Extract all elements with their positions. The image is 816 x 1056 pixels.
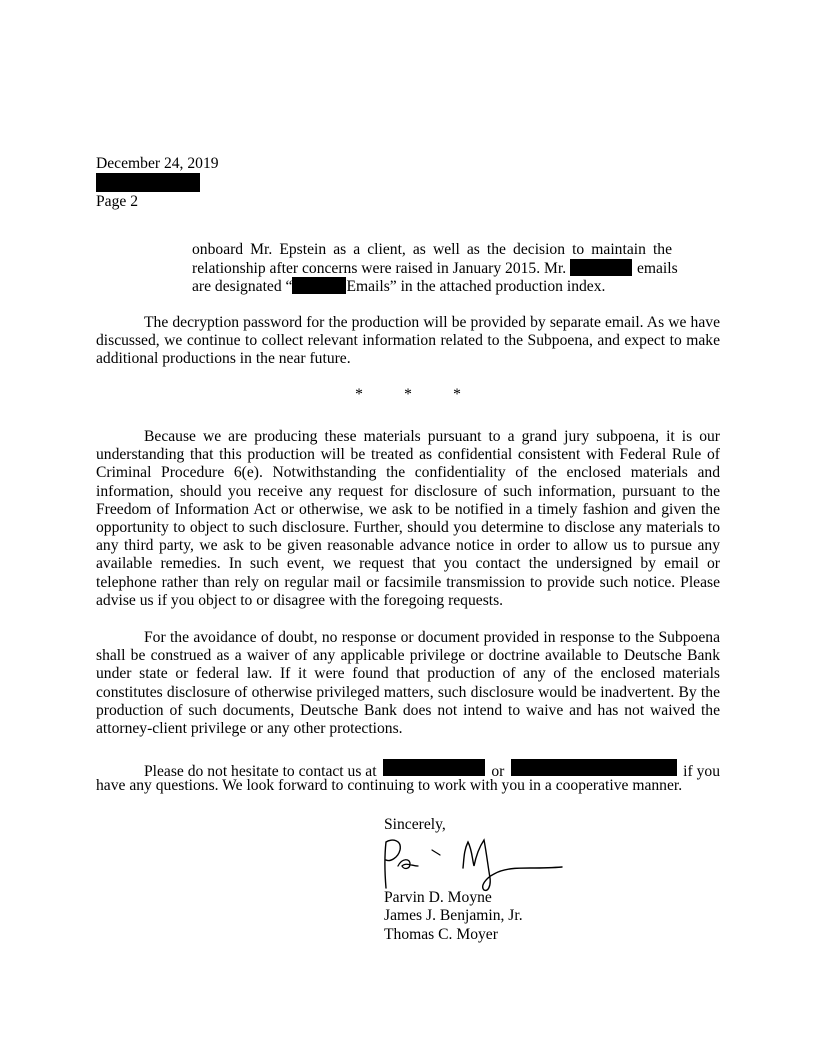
redaction-bar xyxy=(96,173,200,192)
recipient-redaction xyxy=(96,173,200,194)
quoted-line-2-text: relationship after concerns were raised in January 2015. Mr. xyxy=(192,260,567,277)
redaction-bar xyxy=(383,759,485,776)
signer-name: James J. Benjamin, Jr. xyxy=(384,907,523,924)
page-number: Page 2 xyxy=(96,193,139,210)
contact-text-c: if you xyxy=(683,763,720,780)
quoted-line-1: onboard Mr. Epstein as a client, as well as the decision to maintain the xyxy=(192,241,672,258)
contact-line-2: have any questions. We look forward to continuing to work with you in a cooperative manner. xyxy=(96,777,683,794)
redaction-bar xyxy=(511,759,677,776)
handwritten-signature xyxy=(380,836,570,896)
signer-name: Parvin D. Moyne xyxy=(384,889,492,906)
section-separator xyxy=(0,386,816,404)
separator-star: * xyxy=(404,386,412,403)
salutation: Sincerely, xyxy=(384,816,446,833)
paragraph-confidentiality: Because we are producing these materials pursuant to a grand jury subpoena, it is our understanding that this production will be treated as confidential consistent with Federal Rule of Criminal Procedure 6(e). Notwithstanding the confidentiality of the enclosed materials and information, should you receive any request for disclosure of such information, pursuant to the Freedom of Information Act or otherwise, we ask to be notified in a timely fashion and given the opportunity to object to such disclosure. Further, should you determine to disclose any materials to any third party, we ask to be given reasonable advance notice in order to allow us to pursue any available remedies. In such event, we request that you contact the undersigned by email or telephone rather than rely on regular mail or facsimile transmission to provide such notice. Please advise us if you object to or disagree with the foregoing requests. xyxy=(96,428,720,609)
letter-date: December 24, 2019 xyxy=(96,155,219,172)
quoted-line-3-tail: Emails” in the attached production index. xyxy=(346,278,606,295)
separator-star: * xyxy=(355,386,363,403)
paragraph-privilege: For the avoidance of doubt, no response or document provided in response to the Subpoena shall be construed as a waiver of any applicable privilege or doctrine available to Deutsche Bank under state or federal law. If it were found that production of any of the enclosed materials constitutes disclosure of otherwise privileged matters, such disclosure would be inadvertent. By the production of such documents, Deutsche Bank does not intend to waive and has not waived the attorney-client privilege or any other protections. xyxy=(96,629,720,738)
signer-name: Thomas C. Moyer xyxy=(384,926,498,943)
paragraph-decryption: The decryption password for the production will be provided by separate email. As we have discussed, we continue to collect relevant information related to the Subpoena, and expect to make additional productions in the near future. xyxy=(96,314,720,368)
redaction-bar xyxy=(570,259,632,276)
quoted-line-3-text: are designated “ xyxy=(192,278,293,295)
contact-text-b: or xyxy=(491,763,505,780)
separator-star: * xyxy=(453,386,461,403)
quoted-line-2 xyxy=(192,259,678,278)
quoted-line-3 xyxy=(192,277,672,296)
contact-text-a: Please do not hesitate to contact us at xyxy=(144,763,377,780)
redaction-bar xyxy=(292,277,346,294)
quoted-line-2-tail: emails xyxy=(636,260,678,277)
